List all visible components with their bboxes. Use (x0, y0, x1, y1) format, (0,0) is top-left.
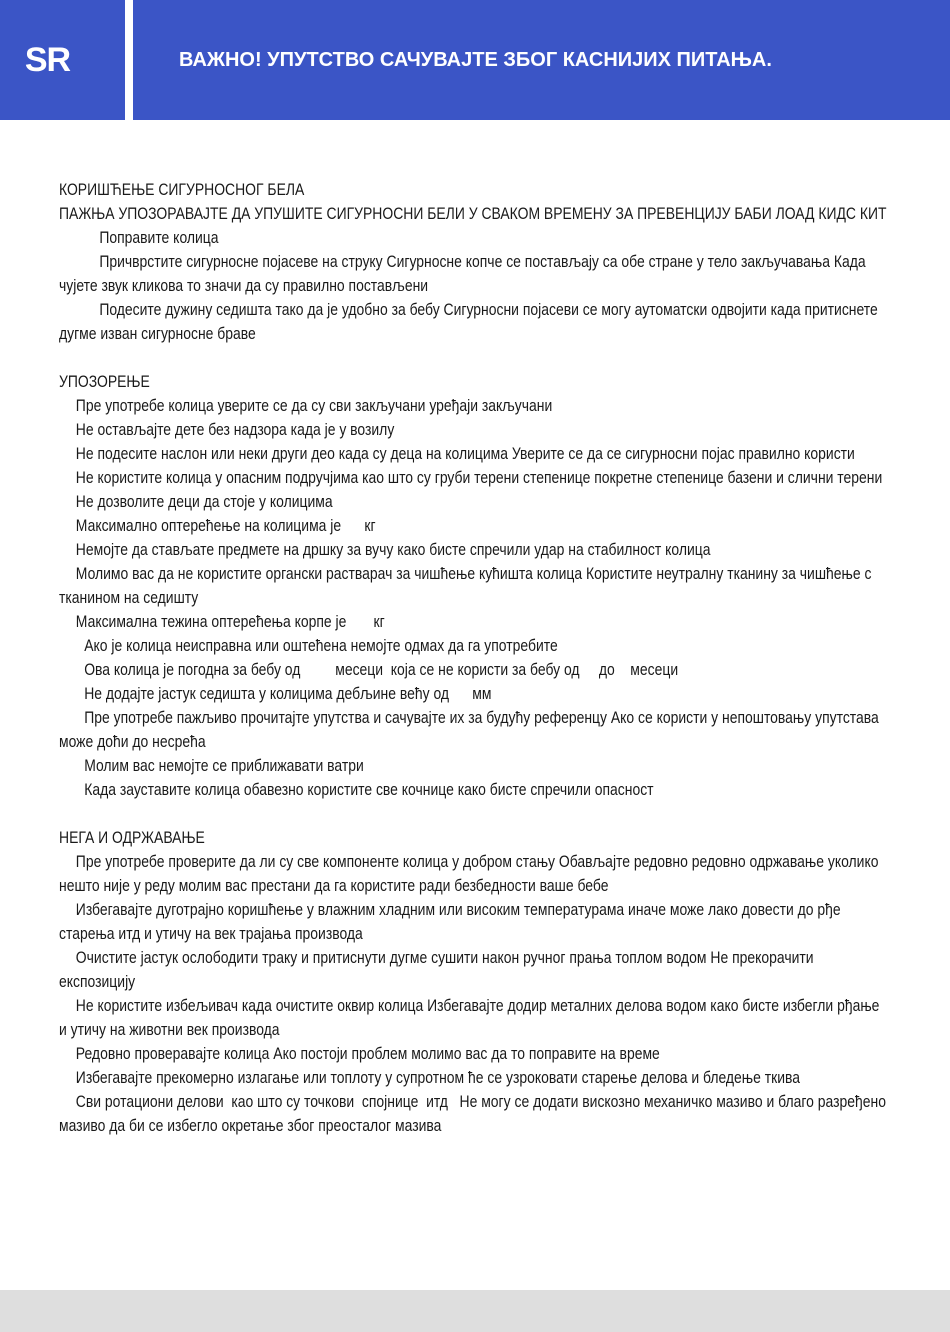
language-badge: SR (0, 0, 125, 120)
spacer (59, 802, 889, 826)
section-heading-seatbelt: КОРИШЋЕЊЕ СИГУРНОСНОГ БЕЛА (59, 180, 305, 199)
list-item: Пре употребе пажљиво прочитајте упутства и сачувајте их за будућу референцу Ако се користи у непоштовању упутстава може доћи до несрећа (59, 708, 879, 751)
list-item: Молимо вас да не користите органски растварач за чишћење кућишта колица Користите неутралну тканину за чишћење с тканином на седишту (59, 564, 872, 607)
list-item: Избегавајте прекомерно излагање или топлоту у супротном ће се узроковати старење делова и бледење ткива (75, 1068, 801, 1087)
seatbelt-warning: ПАЖЊА УПОЗОРАВАЈТЕ ДА УПУШИТЕ СИГУРНОСНИ БЕЛИ У СВАКОМ ВРЕМЕНУ ЗА ПРЕВЕНЦИЈУ БАБИ ЛОАД КИДС КИТ (59, 204, 887, 223)
list-item: Не дозволите деци да стоје у колицима (75, 492, 333, 511)
list-item: Очистите јастук ослободити траку и притиснути дугме сушити након ручног прања топлом водом Не прекорачити експозицију (59, 948, 814, 991)
list-item: Не користите колица у опасним подручјима као што су груби терени степенице покретне степенице базени и слични терени (75, 468, 883, 487)
list-item: Не подесите наслон или неки други део када су деца на колицима Уверите се да се сигурносни појас правилно користи (75, 444, 855, 463)
list-item: Ако је колица неисправна или оштећена немојте одмах да га употребите (84, 636, 558, 655)
list-item: Када зауставите колица обавезно користите све кочнице како бисте спречили опасност (84, 780, 654, 799)
page-footer-bar (0, 1290, 950, 1332)
list-item: Причврстите сигурносне појасеве на струку Сигурносне копче се постављају са обе стране у тело закључавања Када чујете звук кликова то значи да су правилно постављени (59, 252, 866, 295)
list-item: Не остављајте дете без надзора када је у возилу (75, 420, 395, 439)
header-title: ВАЖНО! УПУТСТВО САЧУВАЈТЕ ЗБОГ КАСНИЈИХ ПИТАЊА. (133, 0, 950, 120)
list-item: Пре употребе колица уверите се да су сви закључани уређаји закључани (75, 396, 553, 415)
document-body (59, 178, 889, 1138)
list-item: Подесите дужину седишта тако да је удобно за бебу Сигурносни појасеви се могу аутоматски одвојити када притиснете дугме изван сигурносне браве (59, 300, 878, 343)
list-item: Немојте да стављате предмете на дршку за вучу како бисте спречили удар на стабилност колица (75, 540, 711, 559)
list-item: Максимално оптерећење на колицима је кг (75, 516, 376, 535)
section-heading-care: НЕГА И ОДРЖАВАЊЕ (59, 828, 205, 847)
list-item: Поправите колица (99, 228, 219, 247)
list-item: Молим вас немојте се приближавати ватри (84, 756, 364, 775)
list-item: Пре употребе проверите да ли су све компоненте колица у добром стању Обављајте редовно редовно одржавање уколико нешто није у реду молим вас престани да га користите ради безбедности ваше бебе (59, 852, 879, 895)
list-item: Ова колица је погодна за бебу од месеци која се не користи за бебу од до месеци (84, 660, 679, 679)
list-item: Не користите избељивач када очистите оквир колица Избегавајте додир металних делова водом како бисте избегли рђање и утичу на животни век производа (59, 996, 880, 1039)
list-item: Сви ротациони делови као што су точкови спојнице итд Не могу се додати вискозно механичко мазиво и благо разређено мазиво да би се избегло окретање због преосталог мазива (59, 1092, 890, 1135)
page-header (0, 0, 950, 120)
list-item: Избегавајте дуготрајно коришћење у влажним хладним или високим температурама иначе може лако довести до рђе старења итд и утичу на век трајања производа (59, 900, 841, 943)
section-heading-caution: УПОЗОРЕЊЕ (59, 372, 150, 391)
list-item: Редовно проверавајте колица Ако постоји проблем молимо вас да то поправите на време (75, 1044, 660, 1063)
list-item: Максимална тежина оптерећења корпе је кг (75, 612, 385, 631)
spacer (59, 346, 889, 370)
list-item: Не додајте јастук седишта у колицима дебљине већу од мм (84, 684, 492, 703)
